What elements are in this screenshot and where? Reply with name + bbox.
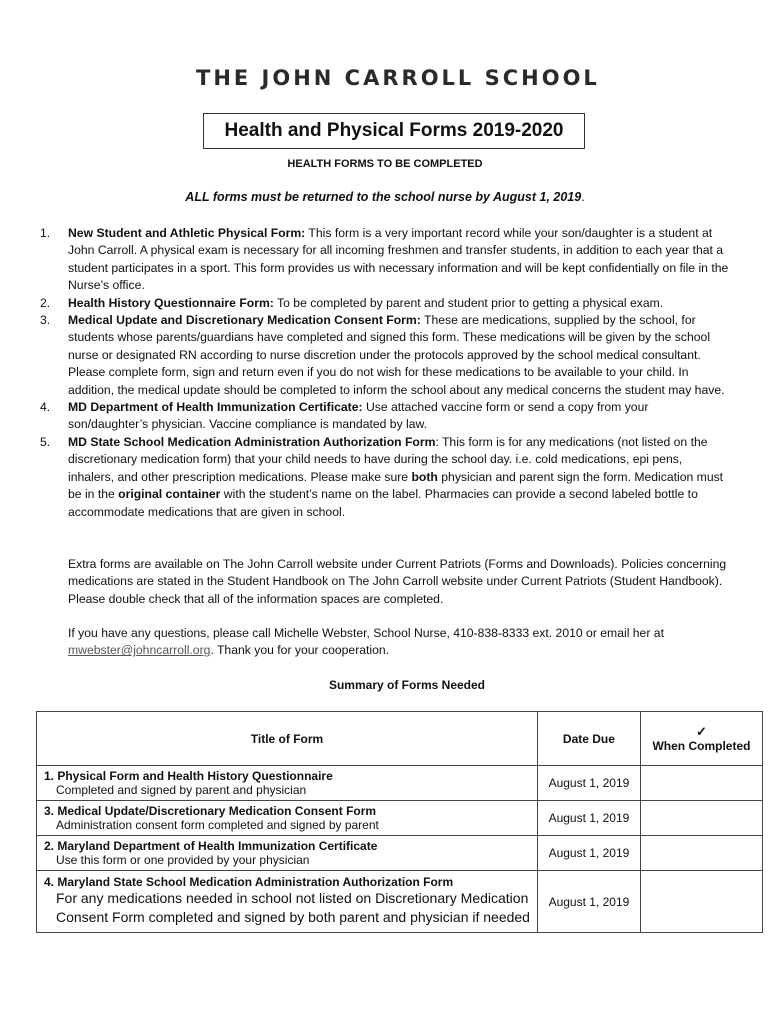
date-due: August 1, 2019 xyxy=(537,801,640,836)
checkmark-icon: ✓ xyxy=(696,723,707,739)
column-header-completed: ✓ When Completed xyxy=(640,712,762,766)
item-text: This form is a very important record while your son/daughter is a student at John Carroll. A physical exam is necessary for all incoming freshmen and transfer students, in addition to each year that a student participates in a sport. This form provides us with necessary information and will be kept confidentially on file in the Nurse’s office. xyxy=(68,226,729,293)
list-number: 3. xyxy=(40,313,51,328)
email-link[interactable]: mwebster@johncarroll.org xyxy=(68,643,211,658)
summary-table xyxy=(36,711,763,933)
item-title: Medical Update and Discretionary Medication Consent Form: xyxy=(68,313,421,328)
table-row xyxy=(37,836,763,871)
list-item: 5. MD State School Medication Administration Authorization Form: This form is for any medications (not listed on the discretionary medication form) that your child needs to have during the school day. i.e. cold medications, epi pens, inhalers, and other prescription medications. Please make sure both physician and parent sign the form. Medication must be in the original container with the student’s name on the label. Pharmacies can provide a second labeled bottle to accommodate medications that are given in school. xyxy=(40,434,730,521)
item-title: MD State School Medication Administration Authorization Form xyxy=(68,434,436,449)
item-text: Use attached vaccine form or send a copy from your son/daughter’s physician. Vaccine compliance is mandated by law. xyxy=(68,400,649,432)
completed-cell[interactable] xyxy=(640,836,762,871)
form-description: Use this form or one provided by your physician xyxy=(56,853,310,867)
item-title: New Student and Athletic Physical Form: xyxy=(68,226,306,240)
list-item xyxy=(40,295,730,312)
column-header-date: Date Due xyxy=(537,712,640,766)
list-number: 2. xyxy=(40,295,51,310)
table-row xyxy=(37,766,763,801)
column-header-title: Title of Form xyxy=(37,712,538,766)
forms-subtitle: HEALTH FORMS TO BE COMPLETED xyxy=(287,158,483,170)
completed-cell[interactable] xyxy=(640,801,762,836)
table-header-row xyxy=(37,712,763,766)
list-item xyxy=(40,225,730,295)
completed-cell[interactable] xyxy=(640,766,762,801)
form-description: Completed and signed by parent and physician xyxy=(56,783,307,797)
item-title: MD Department of Health Immunization Certificate: xyxy=(68,400,363,415)
deadline-notice: ALL forms must be returned to the school nurse by August 1, 2019. xyxy=(185,190,585,204)
date-due: August 1, 2019 xyxy=(537,836,640,871)
school-name: THE JOHN CARROLL SCHOOL xyxy=(196,66,600,90)
item-title: Health History Questionnaire Form: xyxy=(68,295,274,310)
summary-title: Summary of Forms Needed xyxy=(328,678,486,692)
forms-list xyxy=(40,225,730,521)
date-due: August 1, 2019 xyxy=(537,766,640,801)
extra-forms-note: Extra forms are available on The John Carroll website under Current Patriots (Forms and Downloads). Policies concerning medications are stated in the Student Handbook on The John Carroll website under Current Patriots (Student Handbook). Please double check that all of the information spaces are completed. xyxy=(68,557,727,606)
date-due: August 1, 2019 xyxy=(537,871,640,933)
school-logo xyxy=(186,50,600,106)
table-row xyxy=(37,801,763,836)
list-number: 5. xyxy=(40,434,51,449)
item-text: To be completed by parent and student prior to getting a physical exam. xyxy=(273,295,664,310)
item-text: These are medications, supplied by the school, for students whose parents/guardians have completed and signed this form. These medications will be given by the school nurse or designated RN according to nurse discretion under the protocols approved by the school medical consultant. Please complete form, sign and return even if you do not wish for these medications to be available to your child. In addition, the medical update should be completed to inform the school about any medical concerns the student may have. xyxy=(68,313,725,397)
list-item xyxy=(40,312,730,399)
form-name: 4. Maryland State School Medication Administration Authorization Form xyxy=(44,874,454,889)
completed-cell[interactable] xyxy=(640,871,762,933)
form-description: Administration consent form completed and signed by parent xyxy=(56,818,379,832)
table-row xyxy=(37,871,763,933)
contact-paragraph: If you have any questions, please call Michelle Webster, School Nurse, 410-838-8333 ext. 2010 or email her at mwebster@johncarroll.org. Thank you for your cooperation. xyxy=(68,626,664,658)
form-name: 2. Maryland Department of Health Immunization Certificate xyxy=(44,839,378,853)
form-name: 1. Physical Form and Health History Questionnaire xyxy=(44,769,333,783)
list-number: 4. xyxy=(40,400,51,415)
list-number: 1. xyxy=(40,226,51,240)
list-item xyxy=(40,399,730,434)
form-name: 3. Medical Update/Discretionary Medication Consent Form xyxy=(44,804,377,818)
form-description: For any medications needed in school not listed on Discretionary Medication Consent Form completed and signed by both parent and physician if needed xyxy=(56,889,530,925)
page-title: Health and Physical Forms 2019-2020 xyxy=(203,113,585,149)
